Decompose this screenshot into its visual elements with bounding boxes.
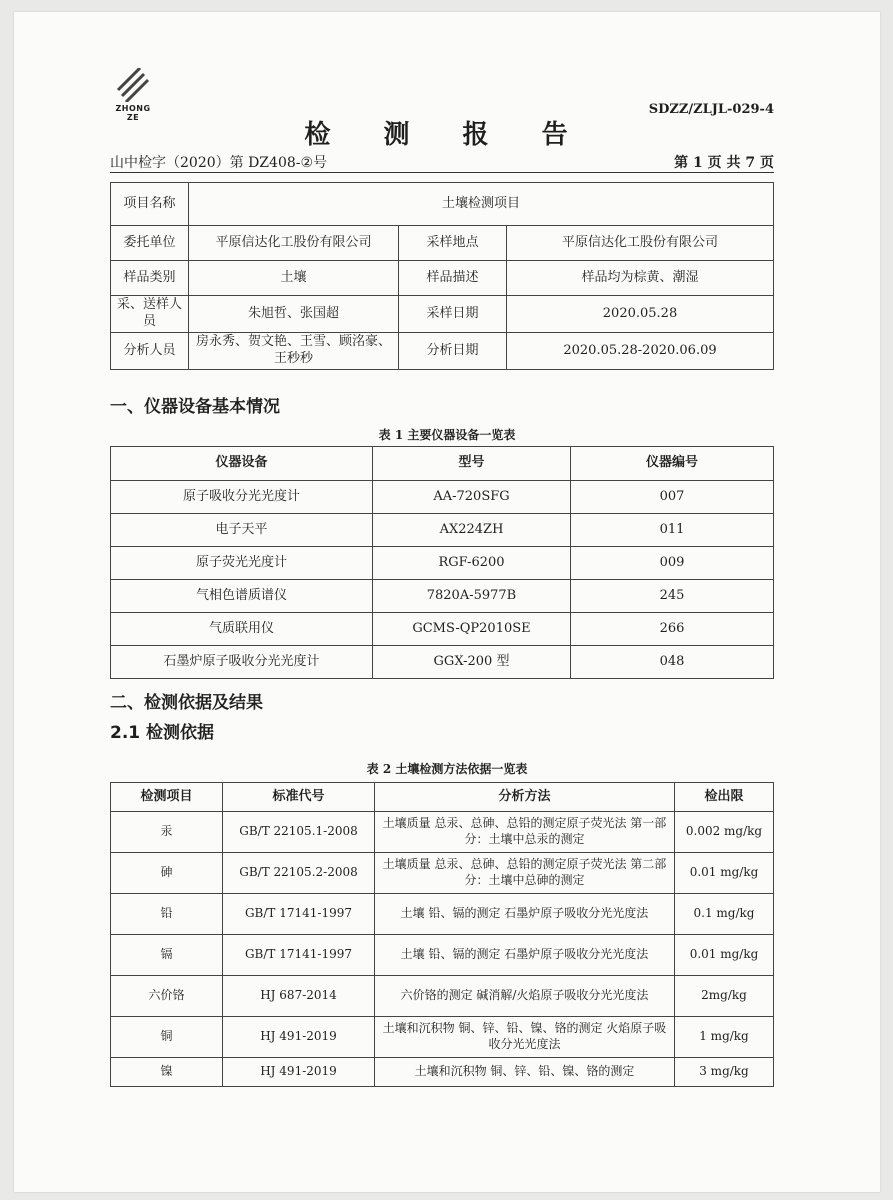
table-row [111,646,774,679]
table-row [111,1058,774,1087]
logo-mark-icon [114,68,152,102]
table-cell: 009 [571,547,774,580]
table-cell: 7820A-5977B [373,580,571,613]
table-cell: 砷 [111,853,223,894]
table-row [111,296,774,333]
table-cell: 气质联用仪 [111,613,373,646]
table-cell: GGX-200 型 [373,646,571,679]
table-row [111,580,774,613]
table-cell: 原子荧光光度计 [111,547,373,580]
document-code: SDZZ/ZLJL-029-4 [648,102,774,117]
site-value: 平原信达化工股份有限公司 [507,226,774,261]
subsection-heading-basis: 2.1 检测依据 [110,723,215,743]
analysis-date-value: 2020.05.28-2020.06.09 [507,333,774,370]
table-row [111,514,774,547]
table-cell: GB/T 17141-1997 [223,935,375,976]
table-row [111,481,774,514]
table-cell: 245 [571,580,774,613]
sample-info-table [110,182,774,370]
table-row [111,226,774,261]
table-row [111,261,774,296]
table-header-row [111,783,774,812]
type-label: 样品类别 [111,261,189,296]
table-cell: AA-720SFG [373,481,571,514]
table-cell: GCMS-QP2010SE [373,613,571,646]
desc-label: 样品描述 [399,261,507,296]
table-row [111,812,774,853]
table-caption-methods: 表 2 土壤检测方法依据一览表 [366,762,528,776]
sample-date-value: 2020.05.28 [507,296,774,333]
table-cell: 0.1 mg/kg [675,894,774,935]
table-cell: 铜 [111,1017,223,1058]
column-header: 标准代号 [223,783,375,812]
table-row [111,894,774,935]
table-cell: 石墨炉原子吸收分光光度计 [111,646,373,679]
table-cell: 1 mg/kg [675,1017,774,1058]
table-cell: 土壤 铅、镉的测定 石墨炉原子吸收分光光度法 [375,935,675,976]
section-heading-equipment: 一、仪器设备基本情况 [110,397,280,417]
table-cell: 3 mg/kg [675,1058,774,1087]
table-cell: 电子天平 [111,514,373,547]
table-cell: 土壤质量 总汞、总砷、总铅的测定原子荧光法 第一部分：土壤中总汞的测定 [375,812,675,853]
analysis-date-label: 分析日期 [399,333,507,370]
type-value: 土壤 [189,261,399,296]
table-cell: 土壤和沉积物 铜、锌、铅、镍、铬的测定 火焰原子吸收分光光度法 [375,1017,675,1058]
table-cell: 048 [571,646,774,679]
table-cell: GB/T 17141-1997 [223,894,375,935]
sampler-label: 采、送样人员 [111,296,189,333]
table-cell: HJ 687-2014 [223,976,375,1017]
report-number: 山中检字（2020）第 DZ408-②号 [110,155,328,171]
table-cell: 六价铬 [111,976,223,1017]
project-label: 项目名称 [111,183,189,226]
table-cell: 镉 [111,935,223,976]
table-cell: 011 [571,514,774,547]
table-row [111,853,774,894]
table-row [111,1017,774,1058]
client-value: 平原信达化工股份有限公司 [189,226,399,261]
column-header: 仪器设备 [111,447,373,481]
client-label: 委托单位 [111,226,189,261]
table-header-row [111,447,774,481]
table-cell: 汞 [111,812,223,853]
table-cell: 2mg/kg [675,976,774,1017]
table-cell: 土壤 铅、镉的测定 石墨炉原子吸收分光光度法 [375,894,675,935]
table-cell: 土壤和沉积物 铜、锌、铅、镍、铬的测定 [375,1058,675,1087]
table-cell: 007 [571,481,774,514]
equipment-table [110,446,774,679]
table-cell: GB/T 22105.2-2008 [223,853,375,894]
table-row [111,613,774,646]
header-divider [110,172,774,173]
table-row [111,976,774,1017]
column-header: 仪器编号 [571,447,774,481]
table-cell: 0.01 mg/kg [675,935,774,976]
table-cell: HJ 491-2019 [223,1017,375,1058]
sample-date-label: 采样日期 [399,296,507,333]
table-cell: 土壤质量 总汞、总砷、总铅的测定原子荧光法 第二部分：土壤中总砷的测定 [375,853,675,894]
table-cell: 六价铬的测定 碱消解/火焰原子吸收分光光度法 [375,976,675,1017]
table-row [111,547,774,580]
table-cell: 镍 [111,1058,223,1087]
column-header: 分析方法 [375,783,675,812]
report-title: 检 测 报 告 [304,120,590,150]
logo-text: ZHONG ZE [115,104,151,122]
report-page [14,12,880,1192]
column-header: 检测项目 [111,783,223,812]
method-table [110,782,774,1087]
table-cell: HJ 491-2019 [223,1058,375,1087]
table-cell: 气相色谱质谱仪 [111,580,373,613]
table-cell: 266 [571,613,774,646]
table-cell: 铅 [111,894,223,935]
company-logo [108,68,168,120]
table-row [111,183,774,226]
table-row [111,333,774,370]
table-caption-equipment: 表 1 主要仪器设备一览表 [378,428,516,442]
section-heading-basis: 二、检测依据及结果 [110,693,263,713]
table-cell: 0.01 mg/kg [675,853,774,894]
table-cell: 0.002 mg/kg [675,812,774,853]
project-value: 土壤检测项目 [189,183,774,226]
sampler-value: 朱旭哲、张国超 [189,296,399,333]
desc-value: 样品均为棕黄、潮湿 [507,261,774,296]
table-cell: GB/T 22105.1-2008 [223,812,375,853]
table-cell: RGF-6200 [373,547,571,580]
column-header: 型号 [373,447,571,481]
page-number: 第 1 页 共 7 页 [674,155,774,171]
analyst-value: 房永秀、贺文艳、王雪、顾洺豪、王秒秒 [189,333,399,370]
column-header: 检出限 [675,783,774,812]
table-cell: AX224ZH [373,514,571,547]
table-cell: 原子吸收分光光度计 [111,481,373,514]
table-row [111,935,774,976]
site-label: 采样地点 [399,226,507,261]
analyst-label: 分析人员 [111,333,189,370]
